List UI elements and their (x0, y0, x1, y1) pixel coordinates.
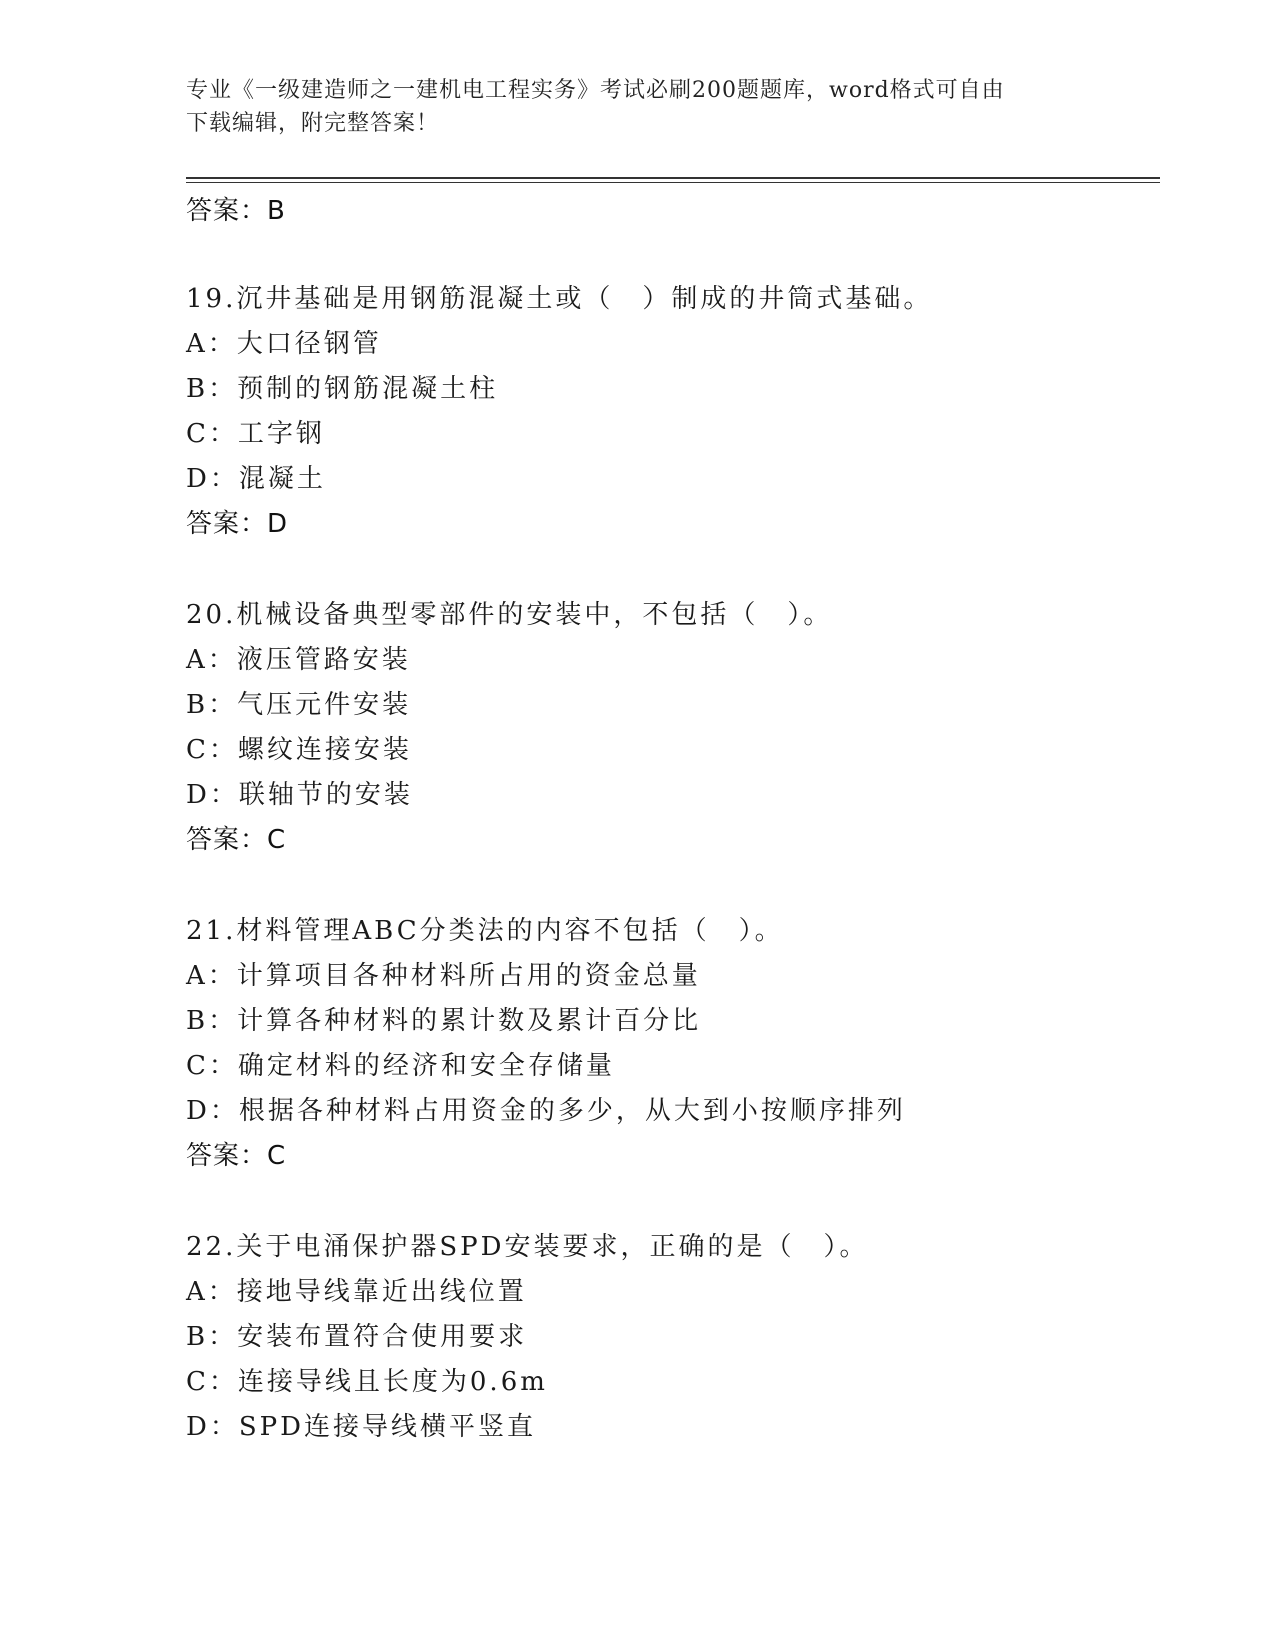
question-21-option-b: B：计算各种材料的累计数及累计百分比 (186, 1006, 702, 1036)
question-20-option-b: B：气压元件安装 (186, 690, 412, 720)
question-19-option-b: B：预制的钢筋混凝土柱 (186, 374, 499, 404)
question-19-option-c: C：工字钢 (186, 419, 325, 449)
question-19-answer: 答案：D (186, 509, 289, 539)
header-divider-thin (186, 182, 1160, 183)
question-20-option-d: D：联轴节的安装 (186, 780, 413, 810)
question-19-option-d: D：混凝土 (186, 464, 326, 494)
question-20-option-c: C：螺纹连接安装 (186, 735, 412, 765)
question-21-option-a: A：计算项目各种材料所占用的资金总量 (186, 961, 701, 991)
question-20-stem: 20.机械设备典型零部件的安装中，不包括（ ）。 (186, 600, 833, 630)
question-22-option-d: D：SPD连接导线横平竖直 (186, 1412, 536, 1442)
question-22-option-a: A：接地导线靠近出线位置 (186, 1277, 527, 1307)
question-21-answer: 答案：C (186, 1141, 287, 1171)
header-line-2: 下载编辑，附完整答案！ (186, 111, 440, 136)
question-19-stem: 19.沉井基础是用钢筋混凝土或（ ）制成的井筒式基础。 (186, 284, 933, 314)
question-22-option-b: B：安装布置符合使用要求 (186, 1322, 528, 1352)
question-20-answer: 答案：C (186, 825, 287, 855)
question-21-option-d: D：根据各种材料占用资金的多少，从大到小按顺序排列 (186, 1096, 906, 1126)
question-22-option-c: C：连接导线且长度为0.6m (186, 1367, 548, 1397)
question-22-stem: 22.关于电涌保护器SPD安装要求，正确的是（ ）。 (186, 1232, 869, 1262)
header-divider-thick (186, 177, 1160, 179)
header-line-1: 专业《一级建造师之一建机电工程实务》考试必刷200题题库，word格式可自由 (186, 78, 1005, 103)
question-20-option-a: A：液压管路安装 (186, 645, 411, 675)
question-21-stem: 21.材料管理ABC分类法的内容不包括（ ）。 (186, 916, 784, 946)
question-21-option-c: C：确定材料的经济和安全存储量 (186, 1051, 615, 1081)
question-19-option-a: A：大口径钢管 (186, 329, 382, 359)
previous-answer: 答案：B (186, 196, 286, 226)
document-header (186, 74, 1086, 140)
